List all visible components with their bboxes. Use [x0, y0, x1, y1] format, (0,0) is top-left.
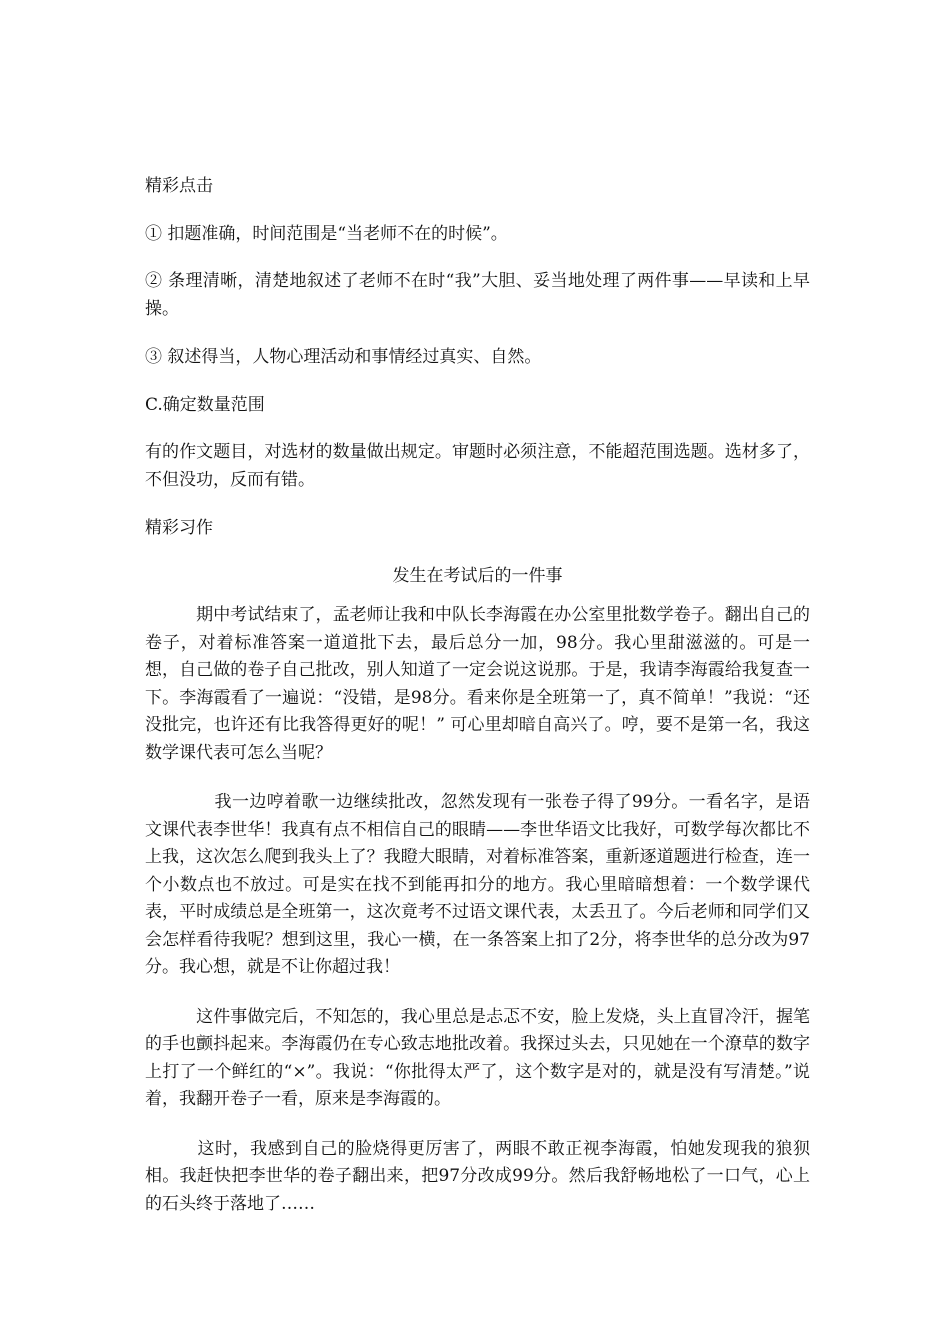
point-2: ② 条理清晰，清楚地叙述了老师不在时“我”大胆、妥当地处理了两件事——早读和上早操。: [145, 271, 810, 319]
point-1: ① 扣题准确，时间范围是“当老师不在的时候”。: [145, 224, 508, 244]
document-page: [145, 172, 810, 1218]
heading-highlights: 精彩点击: [145, 176, 213, 196]
section-c-heading: C.确定数量范围: [145, 395, 265, 415]
essay-paragraph-4: 这时，我感到自己的脸烧得更厉害了，两眼不敢正视李海霞，怕她发现我的狼狈相。我赶快把李世华的卷子翻出来，把97分改成99分。然后我舒畅地松了一口气，心上的石头终于落地了……: [145, 1138, 810, 1214]
essay-paragraph-1: 期中考试结束了，孟老师让我和中队长李海霞在办公室里批数学卷子。翻出自己的卷子，对着标准答案一道道批下去，最后总分一加，98分。我心里甜滋滋的。可是一想，自己做的卷子自己批改，别人知道了一定会说这说那。于是，我请李海霞给我复查一下。李海霞看了一遍说：“没错，是98分。看来你是全班第一了，真不简单！”我说：“还没批完，也许还有比我答得更好的呢！” 可心里却暗自高兴了。哼，要不是第一名，我这数学课代表可怎么当呢？: [145, 605, 810, 763]
essay-paragraph-3: 这件事做完后，不知怎的，我心里总是忐忑不安，脸上发烧，头上直冒冷汗，握笔的手也颤抖起来。李海霞仍在专心致志地批改着。我探过头去，只见她在一个潦草的数字上打了一个鲜红的“×”。我说：“你批得太严了，这个数字是对的，就是没有写清楚。”说着，我翻开卷子一看，原来是李海霞的。: [145, 1006, 810, 1109]
essay-title: 发生在考试后的一件事: [392, 566, 563, 586]
point-3: ③ 叙述得当，人物心理活动和事情经过真实、自然。: [145, 347, 542, 367]
heading-essay: 精彩习作: [145, 518, 213, 538]
essay-paragraph-2: 我一边哼着歌一边继续批改，忽然发现有一张卷子得了99分。一看名字，是语文课代表李世华！我真有点不相信自己的眼睛——李世华语文比我好，可数学每次都比不上我，这次怎么爬到我头上了？我瞪大眼睛，对着标准答案，重新逐道题进行检查，连一个小数点也不放过。可是实在找不到能再扣分的地方。我心里暗暗想着：一个数学课代表，平时成绩总是全班第一，这次竟考不过语文课代表，太丢丑了。今后老师和同学们又会怎样看待我呢？想到这里，我心一横，在一条答案上扣了2分，将李世华的总分改为97分。我心想，就是不让你超过我！: [145, 792, 810, 977]
section-c-body: 有的作文题目，对选材的数量做出规定。审题时必须注意，不能超范围选题。选材多了，不但没功，反而有错。: [145, 442, 810, 490]
